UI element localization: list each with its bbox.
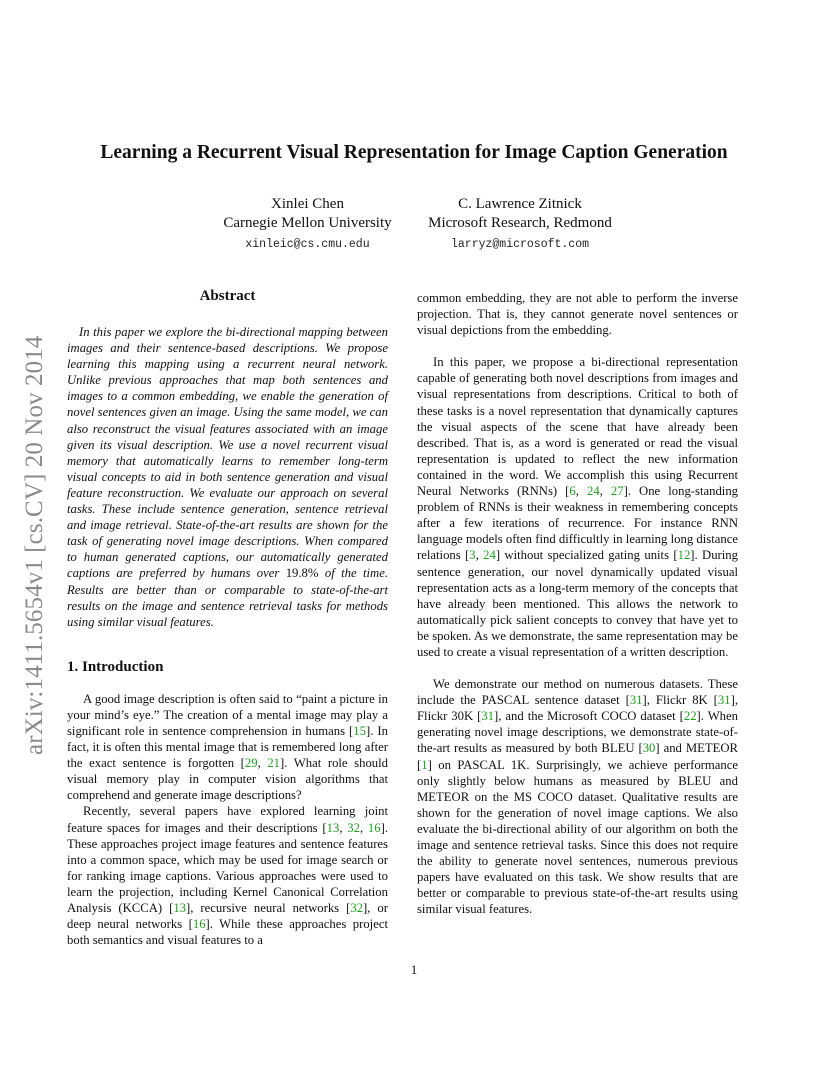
citation-link[interactable]: 27 (610, 484, 624, 499)
text-run: We demonstrate our method on numerous datasets. These include the PASCAL sentence dataset [ (417, 677, 738, 708)
text-run: , (257, 756, 268, 771)
text-run: A good image description is often said to “paint a picture in your mind’s eye.” The creation of a mental image may play a significant role in sentence comprehension in humans [ (67, 691, 388, 738)
citation-link[interactable]: 16 (192, 917, 206, 932)
text-run: ]. During sentence generation, our novel dynamically updated visual representation acts as a long-term memory of the concepts that have already been mentioned. This allows the network to automatically pick salient concepts to convey that have yet to be spoken. As we demonstrate, the same representation may be used to create a visual representation of a written description. (417, 548, 738, 659)
paragraph (67, 691, 388, 804)
author-name: Xinlei Chen (271, 196, 344, 212)
citation-link[interactable]: 24 (586, 484, 600, 499)
paragraph (417, 354, 738, 660)
text-run: ], Flickr 30K [ (417, 693, 738, 724)
citation-link[interactable]: 31 (481, 709, 495, 724)
text-run: , (575, 484, 587, 499)
citation-link[interactable]: 32 (350, 901, 364, 915)
text-run: , (599, 484, 611, 499)
citation-link[interactable]: 31 (629, 693, 643, 708)
citation-link[interactable]: 21 (267, 756, 281, 771)
author-name: C. Lawrence Zitnick (458, 196, 582, 212)
citation-link[interactable]: 30 (642, 741, 656, 756)
citation-link[interactable]: 15 (353, 723, 366, 738)
text-run: ], or deep neural networks [ (67, 901, 388, 932)
text-run: ]. These approaches project image features and sentence features into a common space, which may be used for image search or for ranking image captions. Various approaches were used to learn the projection, including Kernel Canonical Correlation Analysis (KCCA) [ (67, 820, 388, 915)
paper-title: Learning a Recurrent Visual Representation for Image Caption Generation (100, 142, 728, 163)
text-run: ], recursive neural networks [ (186, 901, 351, 915)
arxiv-identifier: arXiv:1411.5654v1 [cs.CV] 20 Nov 2014 (21, 335, 48, 755)
author-email: larryz@microsoft.com (450, 238, 590, 251)
text-run: ]. What role should visual memory play in computer vision algorithms that comprehend and generate image descriptions? (67, 756, 388, 803)
citation-link[interactable]: 3 (469, 548, 476, 563)
text-run: , (475, 548, 484, 563)
text-run: ]. One long-standing problem of RNNs is their weakness in remembering concepts after a few iterations of recurrence. For instance RNN language models often find difficultly in learning long distance relations [ (417, 484, 739, 563)
citation-link[interactable]: 29 (244, 756, 258, 771)
text-run: ], Flickr 8K [ (642, 693, 718, 708)
text-run: ], and the Microsoft COCO dataset [ (494, 709, 684, 724)
citation-link[interactable]: 6 (569, 484, 576, 499)
abstract-text-part: of the time. Results are better than or comparable to state-of-the-art results on the image and sentence retrieval tasks for methods using similar visual features. (67, 566, 388, 629)
citation-link[interactable]: 31 (717, 693, 731, 708)
author-block (380, 195, 660, 253)
text-run: Recently, several papers have explored learning joint feature spaces for images and their descriptions [ (67, 804, 388, 835)
abstract-text-part: In this paper we explore the bi-directional mapping between images and their sentence-based descriptions. We propose learning this mapping using a recurrent neural network. Unlike previous approaches that map both sentences and images to a common embedding, we enable the generation of novel sentences given an image. Using the same model, we can also reconstruct the visual features associated with an image given its visual description. We use a novel recurrent visual memory that automatically learns to remember long-term visual concepts to aid in both sentence generation and visual feature reconstruction. We evaluate our approach on several tasks. These include sentence generation, sentence retrieval and image retrieval. State-of-the-art results are shown for the task of generating novel image descriptions. When compared to human generated captions, our automatically generated captions are preferred by humans over (67, 325, 388, 581)
text-run: ]. In fact, it is often this mental image that is remembered long after the exact sentence is forgotten [ (67, 723, 389, 771)
abstract-text (67, 324, 388, 630)
text-run: , (339, 820, 348, 835)
citation-link[interactable]: 13 (326, 820, 340, 835)
author-email: xinleic@cs.cmu.edu (245, 238, 370, 251)
abstract-heading: Abstract (199, 288, 256, 304)
text-run: ] and METEOR [ (417, 741, 739, 772)
citation-link[interactable]: 22 (683, 709, 697, 724)
citation-link[interactable]: 13 (173, 901, 187, 915)
text-run: ]. When generating novel image descriptions, we demonstrate state-of-the-art results as measured by both BLEU [ (417, 709, 738, 756)
section-heading: 1. Introduction (67, 658, 164, 675)
paragraph (67, 803, 388, 948)
citation-link[interactable]: 12 (677, 548, 691, 563)
right-column (417, 290, 738, 917)
text-run: ] without specialized gating units [ (495, 548, 678, 563)
paragraph: common embedding, they are not able to perform the inverse projection. That is, they cannot generate novel sentences or visual depictions from the embedding. (417, 291, 738, 338)
left-column (67, 286, 388, 948)
abstract-percent: 19.8% (285, 566, 319, 581)
page-number: 1 (410, 962, 418, 977)
text-run: ]. While these approaches project both semantics and visual features to a (67, 917, 388, 948)
citation-link[interactable]: 32 (347, 820, 360, 835)
author-affiliation: Carnegie Mellon University (223, 215, 392, 231)
author-affiliation: Microsoft Research, Redmond (428, 215, 612, 231)
text-run: In this paper, we propose a bi-directional representation capable of generating both novel descriptions from images and visual representations from descriptions. Critical to both of these tasks is a novel representation that dynamically captures the visual aspects of the scene that have already been described. That is, as a word is generated or read the visual representation is updated to reflect the new information contained in the word. We accomplish this using Recurrent Neural Networks (RNNs) [ (417, 355, 738, 499)
citation-link[interactable]: 1 (421, 757, 428, 772)
text-run: , (359, 820, 368, 835)
paragraph (417, 676, 738, 917)
text-run: ] on PASCAL 1K. Surprisingly, we achieve performance only slightly below humans as measured by BLEU and METEOR on the MS COCO dataset. Qualitative results are shown for the generation of novel image captions. We also evaluate the bi-directional ability of our algorithm on both the image and sentence retrieval tasks. Since this does not require the ability to generate novel sentences, numerous previous papers have evaluated on this task. We show results that are better or comparable to previous state-of-the-art results using similar visual features. (417, 757, 738, 917)
citation-link[interactable]: 24 (483, 548, 496, 563)
citation-link[interactable]: 16 (367, 820, 381, 835)
